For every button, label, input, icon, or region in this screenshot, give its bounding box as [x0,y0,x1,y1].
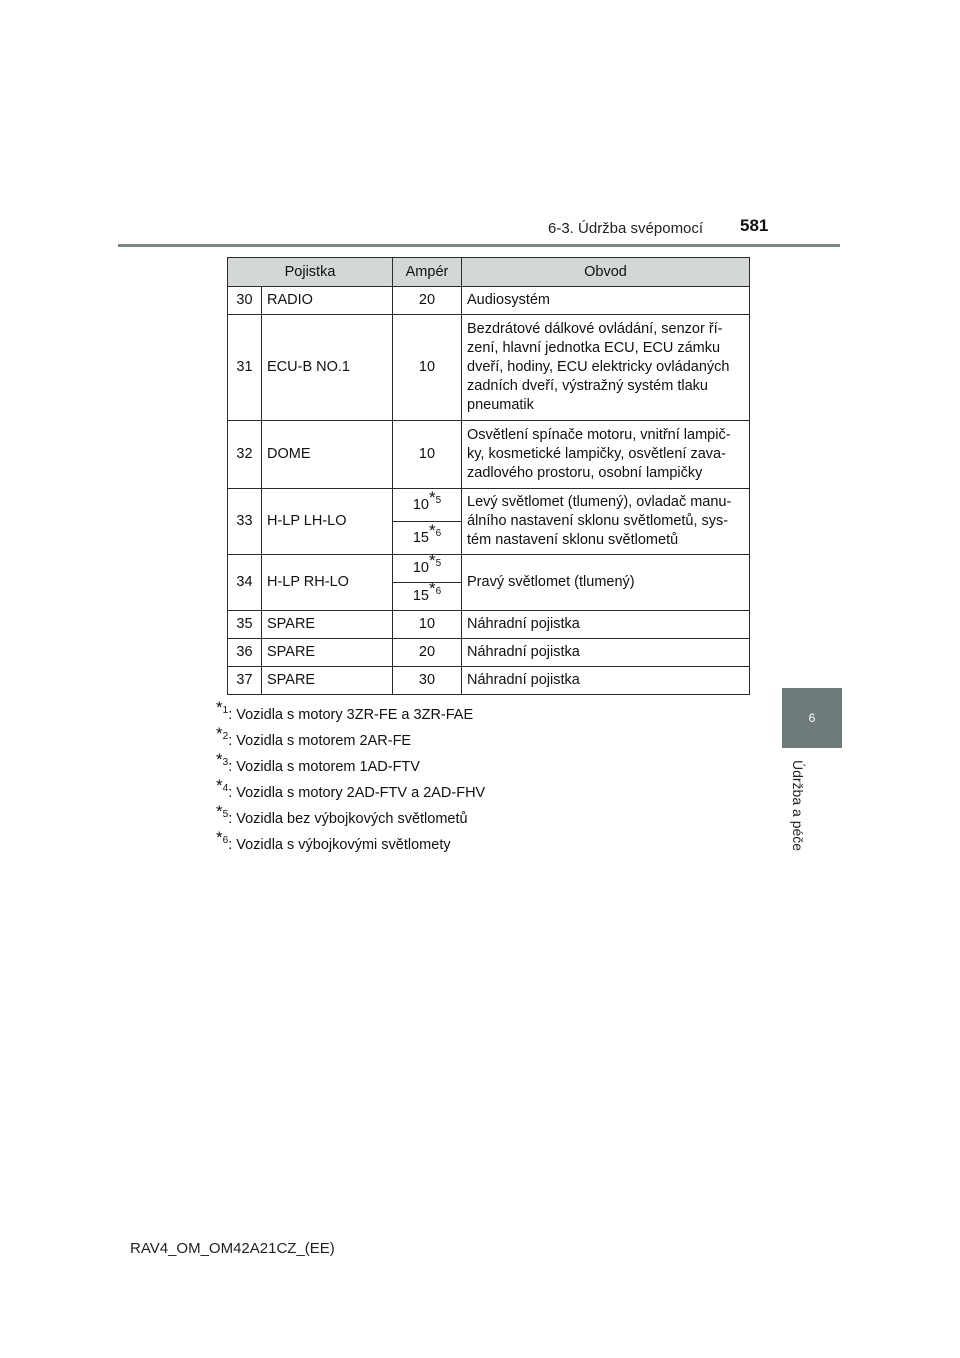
footnote-text: : Vozidla s motorem 2AR-FE [228,733,412,749]
fuse-circuit: Osvětlení spínače motoru, vnitřní lampič-ky, kosmetické lampičky, osvětlení zava-zadlového prostoru, osobní lampičky [462,421,750,489]
fuse-circuit: Levý světlomet (tlumený), ovladač manu-álního nastavení sklonu světlometů, sys-tém nastavení sklonu světlometů [462,489,750,555]
fuse-number: 34 [228,555,262,611]
table-row [228,315,750,421]
footnote-mark: *5 [216,802,229,822]
fuse-ampere: 10 [393,611,462,639]
fuse-number: 37 [228,667,262,695]
fuse-ampere: 10 [393,315,462,421]
footnote-text: : Vozidla bez výbojkových světlometů [228,811,468,827]
table-header-row [228,258,750,287]
fuse-circuit: Pravý světlomet (tlumený) [462,555,750,611]
fuse-name: H-LP RH-LO [262,555,393,611]
fuse-ampere: 30 [393,667,462,695]
footnote-ref: *5 [428,487,442,507]
fuse-name: SPARE [262,667,393,695]
footnote [216,828,485,858]
fuse-circuit: Náhradní pojistka [462,611,750,639]
chapter-tab [782,688,842,748]
document-code: RAV4_OM_OM42A21CZ_(EE) [130,1240,335,1257]
fuse-name: ECU-B NO.1 [262,315,393,421]
table-row [228,287,750,315]
table-row [228,489,750,522]
fuse-name: RADIO [262,287,393,315]
footnote-text: : Vozidla s výbojkovými světlomety [228,837,451,853]
footnote [216,776,486,806]
fuse-number: 30 [228,287,262,315]
fuse-ampere: 20 [393,287,462,315]
table-row [228,639,750,667]
footnote-ref: *5 [428,551,442,571]
footnote-text: : Vozidla s motorem 1AD-FTV [228,759,420,775]
fuse-circuit: Náhradní pojistka [462,639,750,667]
fuse-ampere [393,522,462,555]
footnote-mark: *2 [216,724,229,744]
footnote-text: : Vozidla s motory 2AD-FTV a 2AD-FHV [228,785,486,801]
fuse-ampere: 10 [393,421,462,489]
fuse-name: DOME [262,421,393,489]
fuse-ampere [393,489,462,522]
column-header-fuse: Pojistka [228,258,393,287]
header-divider [118,244,840,247]
footnote-ref: *6 [428,520,442,540]
ampere-value: 15 [412,529,429,546]
table-row [228,611,750,639]
fuse-circuit: Audiosystém [462,287,750,315]
footnote-ref: *6 [428,579,442,599]
footnote [216,750,485,780]
footnote [216,724,485,754]
table-row [228,421,750,489]
fuse-ampere [393,579,462,611]
fuse-ampere [393,551,462,583]
chapter-number: 6 [808,711,816,725]
fuse-name: SPARE [262,611,393,639]
column-header-circuit: Obvod [462,258,750,287]
fuse-number: 35 [228,611,262,639]
footnote-mark: *3 [216,750,229,770]
footnotes [216,698,486,858]
fuse-circuit: Náhradní pojistka [462,667,750,695]
footnote [216,802,485,832]
ampere-value: 10 [412,496,429,513]
fuse-number: 32 [228,421,262,489]
footnote-mark: *4 [216,776,229,796]
footnote-mark: *6 [216,828,229,848]
footnote-mark: *1 [216,698,229,718]
fuse-table [227,257,750,695]
fuse-ampere: 20 [393,639,462,667]
table-row [228,555,750,583]
footnote [216,698,485,728]
ampere-value: 10 [412,560,429,576]
ampere-value: 15 [412,588,429,604]
fuse-number: 36 [228,639,262,667]
fuse-name: H-LP LH-LO [262,489,393,555]
chapter-label: Údržba a péče [790,760,806,852]
column-header-ampere: Ampér [393,258,462,287]
fuse-number: 33 [228,489,262,555]
fuse-name: SPARE [262,639,393,667]
table-row [228,667,750,695]
section-title: 6-3. Údržba svépomocí [548,220,704,237]
fuse-number: 31 [228,315,262,421]
fuse-circuit: Bezdrátové dálkové ovládání, senzor ří-zení, hlavní jednotka ECU, ECU zámku dveří, hodiny, ECU elektricky ovládaných zadních dveří, výstražný systém tlaku pneumatik [462,315,750,421]
page-number: 581 [740,216,769,235]
footnote-text: : Vozidla s motory 3ZR-FE a 3ZR-FAE [228,707,474,723]
